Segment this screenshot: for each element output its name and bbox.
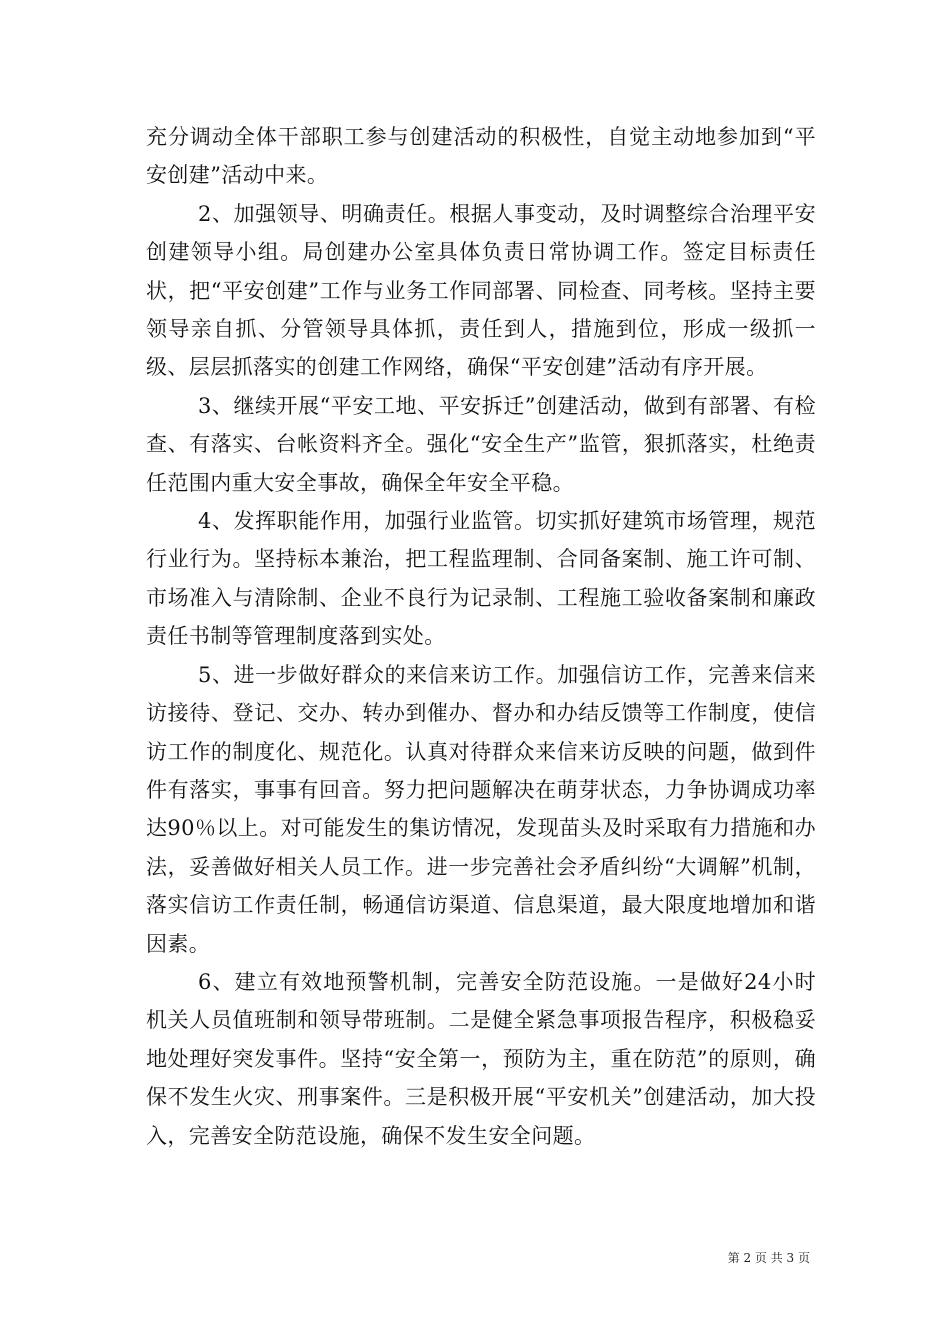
page-number: 第 2 页 共 3 页 — [727, 1251, 810, 1265]
paragraph-continuation: 充分调动全体干部职工参与创建活动的积极性，自觉主动地参加到“平安创建”活动中来。 — [146, 125, 816, 188]
paragraph-6-early-warning: 6、建立有效地预警机制，完善安全防范设施。一是做好24小时机关人员值班制和领导带班制。二是健全紧急事项报告程序，积极稳妥地处理好突发事件。坚持“安全第一，预防为主，重在防范”的原则，确保不发生火灾、刑事案件。三是积极开展“平安机关”创建活动，加大投入，完善安全防范设施，确保不发生安全问题。 — [146, 969, 816, 1148]
document-body — [146, 118, 816, 1155]
paragraph-5-petitions: 5、进一步做好群众的来信来访工作。加强信访工作，完善来信来访接待、登记、交办、转办到催办、督办和办结反馈等工作制度，使信访工作的制度化、规范化。认真对待群众来信来访反映的问题，做到件件有落实，事事有回音。努力把问题解决在萌芽状态，力争协调成功率达90％以上。对可能发生的集访情况，发现苗头及时采取有力措施和办法，妥善做好相关人员工作。进一步完善社会矛盾纠纷“大调解”机制，落实信访工作责任制，畅通信访渠道、信息渠道，最大限度地增加和谐因素。 — [146, 662, 816, 956]
paragraph-4-industry-supervision: 4、发挥职能作用，加强行业监管。切实抓好建筑市场管理，规范行业行为。坚持标本兼治，把工程监理制、合同备案制、施工许可制、市场准入与清除制、企业不良行为记录制、工程施工验收备案制和廉政责任书制等管理制度落到实处。 — [146, 509, 816, 649]
paragraph-2-leadership: 2、加强领导、明确责任。根据人事变动，及时调整综合治理平安创建领导小组。局创建办公室具体负责日常协调工作。签定目标责任状，把“平安创建”工作与业务工作同部署、同检查、同考核。坚持主要领导亲自抓、分管领导具体抓，责任到人，措施到位，形成一级抓一级、层层抓落实的创建工作网络，确保“平安创建”活动有序开展。 — [146, 201, 816, 380]
paragraph-3-safe-construction: 3、继续开展“平安工地、平安拆迁”创建活动，做到有部署、有检查、有落实、台帐资料齐全。强化“安全生产”监管，狠抓落实，杜绝责任范围内重大安全事故，确保全年安全平稳。 — [146, 393, 816, 495]
